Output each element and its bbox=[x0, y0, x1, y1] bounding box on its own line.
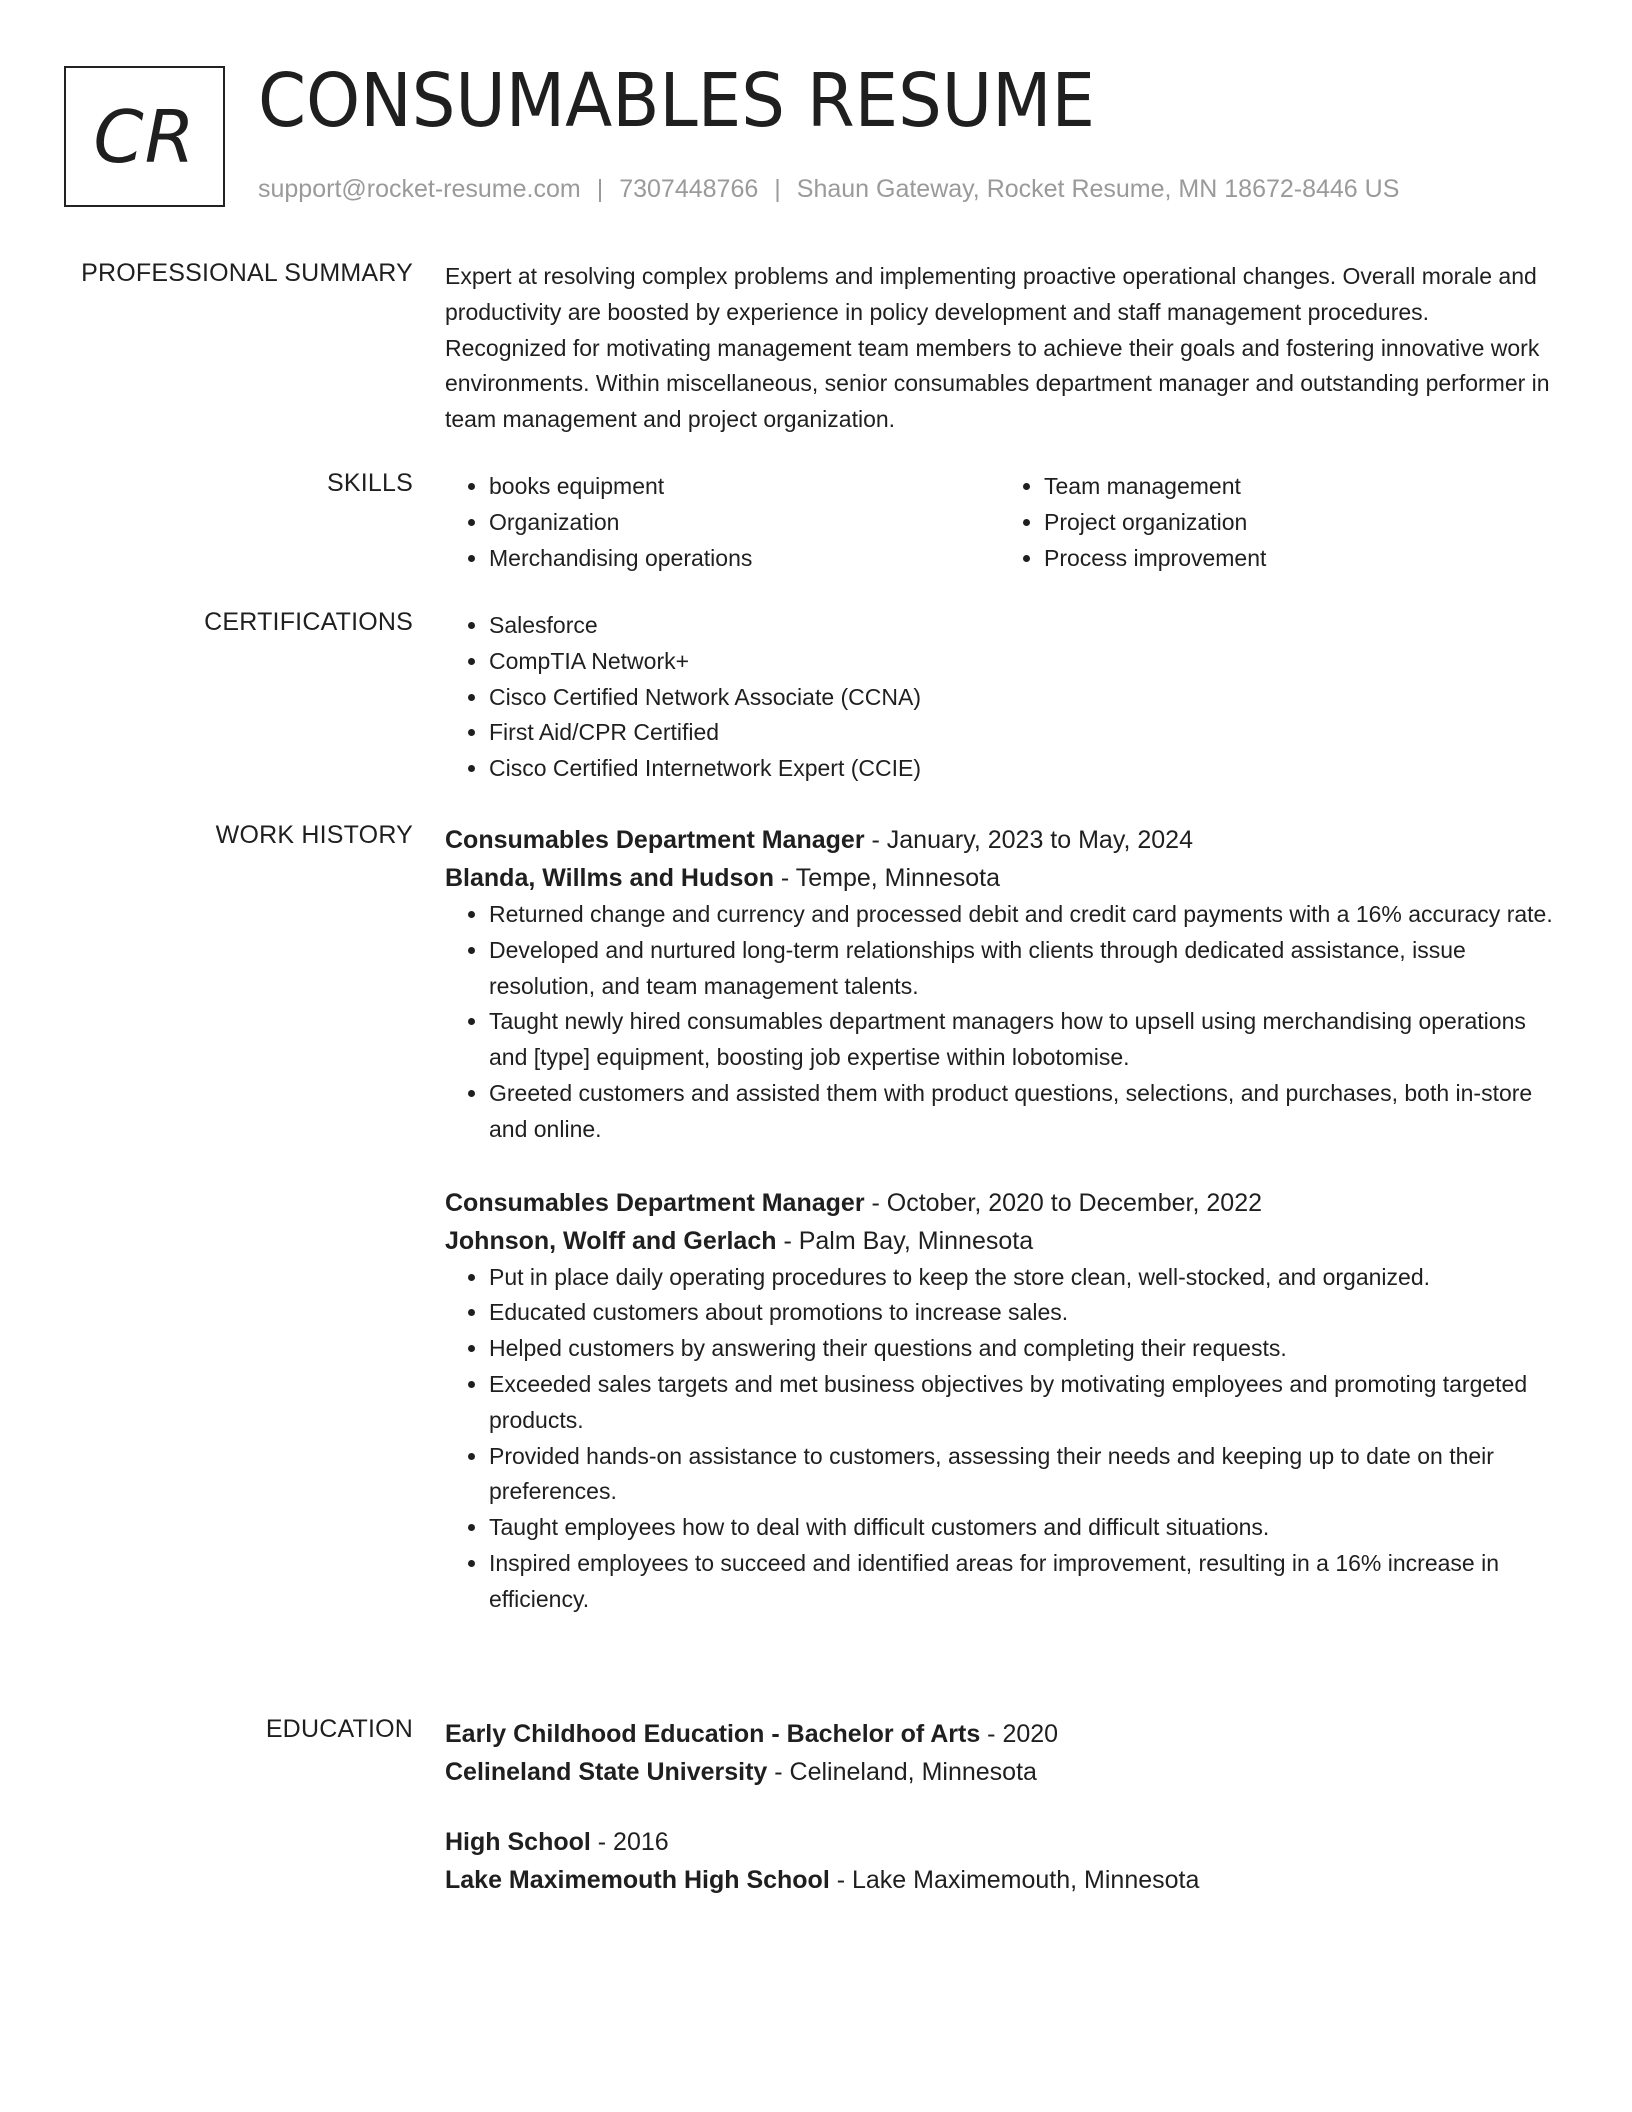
job-location: - Palm Bay, Minnesota bbox=[776, 1226, 1034, 1255]
education-location: - Lake Maximemouth, Minnesota bbox=[829, 1866, 1200, 1894]
education-school-line bbox=[445, 1753, 1555, 1791]
job-title-line bbox=[445, 821, 1555, 859]
contact-separator: | bbox=[596, 175, 604, 203]
certification-item: • CompTIA Network+ bbox=[489, 644, 1555, 680]
education-degree: High School bbox=[445, 1828, 591, 1856]
job-entry bbox=[445, 821, 1555, 1148]
job-company-line bbox=[445, 1222, 1555, 1260]
job-duty: • Returned change and currency and processed debit and credit card payments with a 16% accuracy rate. bbox=[489, 897, 1555, 933]
monogram-initials: CR bbox=[93, 94, 196, 179]
skill-item: • books equipment bbox=[489, 469, 1000, 505]
education-entry bbox=[445, 1715, 1555, 1791]
skills-list-right bbox=[1000, 469, 1555, 576]
skills-list-left bbox=[445, 469, 1000, 576]
education-degree: Early Childhood Education - Bachelor of Arts bbox=[445, 1720, 981, 1748]
certification-item: • First Aid/CPR Certified bbox=[489, 715, 1555, 751]
education-location: - Celineland, Minnesota bbox=[767, 1758, 1037, 1786]
job-duty: • Inspired employees to succeed and identified areas for improvement, resulting in a 16% increase in efficiency. bbox=[489, 1546, 1555, 1618]
job-dates: - January, 2023 to May, 2024 bbox=[864, 826, 1193, 854]
job-duty: • Exceeded sales targets and met business objectives by motivating employees and promoting targeted products. bbox=[489, 1367, 1555, 1439]
section-label-skills: SKILLS bbox=[327, 469, 413, 497]
education-school: Lake Maximemouth High School bbox=[445, 1866, 830, 1894]
job-duties-list bbox=[445, 897, 1555, 1148]
skill-item: • Team management bbox=[1044, 469, 1555, 505]
job-duty: • Educated customers about promotions to increase sales. bbox=[489, 1295, 1555, 1331]
section-label-certifications: CERTIFICATIONS bbox=[204, 608, 413, 636]
section-label-summary: PROFESSIONAL SUMMARY bbox=[81, 259, 413, 287]
contact-email[interactable]: support@rocket-resume.com bbox=[258, 175, 581, 203]
skill-item: • Merchandising operations bbox=[489, 541, 1000, 577]
resume-title: CONSUMABLES RESUME bbox=[258, 58, 1096, 144]
education-year: - 2016 bbox=[590, 1828, 669, 1856]
job-duty: • Put in place daily operating procedures to keep the store clean, well-stocked, and organized. bbox=[489, 1260, 1555, 1296]
job-duty: • Developed and nurtured long-term relationships with clients through dedicated assistance, issue resolution, and team management talents. bbox=[489, 933, 1555, 1005]
job-company-line bbox=[445, 859, 1555, 897]
skill-item: • Project organization bbox=[1044, 505, 1555, 541]
job-dates: - October, 2020 to December, 2022 bbox=[864, 1188, 1263, 1217]
certifications-list bbox=[445, 608, 1555, 787]
job-location: - Tempe, Minnesota bbox=[773, 864, 1001, 892]
job-title: Consumables Department Manager bbox=[445, 1188, 865, 1217]
job-title: Consumables Department Manager bbox=[445, 826, 865, 854]
job-duty: • Taught employees how to deal with difficult customers and difficult situations. bbox=[489, 1510, 1555, 1546]
job-company: Blanda, Willms and Hudson bbox=[445, 864, 774, 892]
contact-separator: | bbox=[774, 175, 781, 203]
job-duty: • Provided hands-on assistance to customers, assessing their needs and keeping up to date on their preferences. bbox=[489, 1439, 1555, 1511]
education-year: - 2020 bbox=[980, 1720, 1059, 1748]
education-school: Celineland State University bbox=[445, 1758, 768, 1786]
contact-phone[interactable]: 7307448766 bbox=[619, 175, 759, 203]
education-degree-line bbox=[445, 1715, 1555, 1753]
job-title-line bbox=[445, 1184, 1555, 1222]
job-entry bbox=[445, 1184, 1555, 1618]
job-duty: • Helped customers by answering their questions and completing their requests. bbox=[489, 1331, 1555, 1367]
education-entry bbox=[445, 1823, 1555, 1899]
certification-item: • Salesforce bbox=[489, 608, 1555, 644]
monogram-logo bbox=[64, 66, 225, 207]
job-duty: • Greeted customers and assisted them with product questions, selections, and purchases, both in-store and online. bbox=[489, 1076, 1555, 1148]
job-company: Johnson, Wolff and Gerlach bbox=[445, 1226, 777, 1255]
education-school-line bbox=[445, 1861, 1555, 1899]
contact-address: Shaun Gateway, Rocket Resume, MN 18672-8446 US bbox=[796, 175, 1400, 203]
section-label-work-history: WORK HISTORY bbox=[215, 821, 413, 849]
job-duty: • Taught newly hired consumables department managers how to upsell using merchandising operations and [type] equipment, boosting job expertise within lobotomise. bbox=[489, 1004, 1555, 1076]
contact-line bbox=[258, 175, 1399, 204]
summary-text: Expert at resolving complex problems and implementing proactive operational changes. Overall morale and productivity are boosted by experience in policy development and staff management procedures. Recognized for motivating management team members to achieve their goals and fostering innovative work environments. Within miscellaneous, senior consumables department manager and outstanding performer in team management and project organization. bbox=[445, 263, 1550, 433]
certification-item: • Cisco Certified Internetwork Expert (CCIE) bbox=[489, 751, 1555, 787]
section-label-education: EDUCATION bbox=[265, 1715, 413, 1743]
education-degree-line bbox=[445, 1823, 1555, 1861]
skill-item: • Organization bbox=[489, 505, 1000, 541]
job-duties-list bbox=[445, 1260, 1555, 1618]
skill-item: • Process improvement bbox=[1044, 541, 1555, 577]
certification-item: • Cisco Certified Network Associate (CCNA) bbox=[489, 680, 1555, 716]
